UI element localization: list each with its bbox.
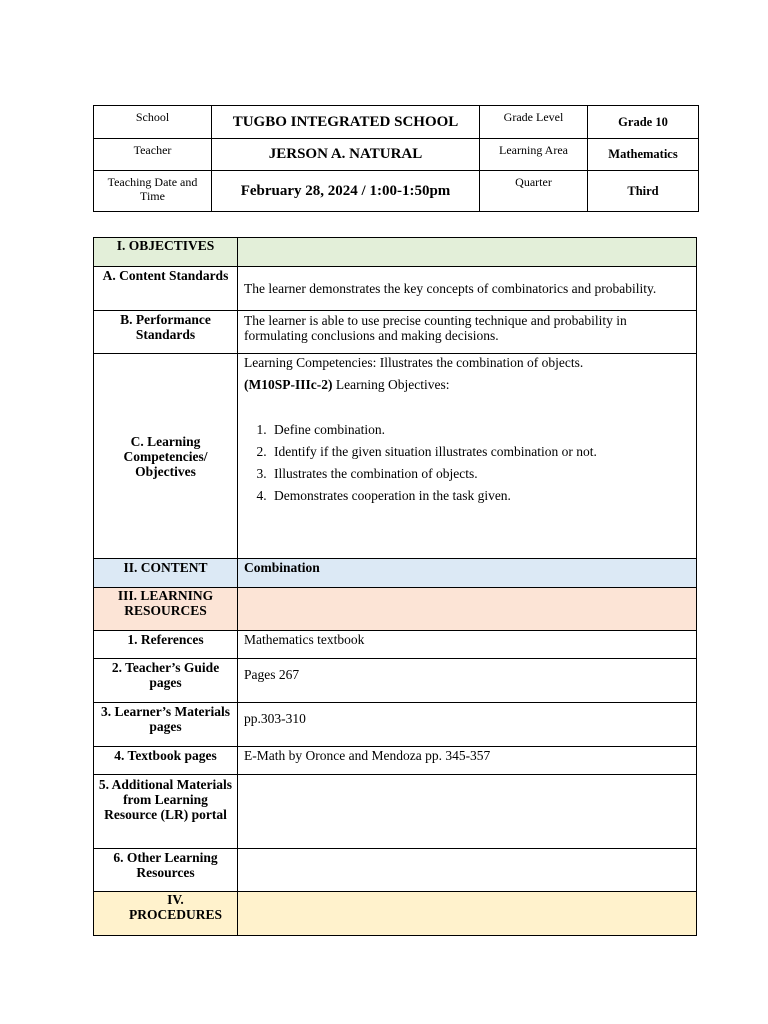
competencies-cell (238, 354, 697, 559)
competency-code-line (244, 377, 690, 392)
grade-level-value: Grade 10 (588, 106, 699, 139)
grade-level-label: Grade Level (480, 106, 588, 139)
date-row (94, 171, 699, 212)
references-value: Mathematics textbook (238, 631, 697, 659)
additional-materials-row (94, 775, 697, 849)
resources-heading-blank (238, 588, 697, 631)
header-table (93, 105, 699, 212)
teaching-date-label: Teaching Date and Time (94, 171, 212, 212)
textbook-row (94, 747, 697, 775)
references-row (94, 631, 697, 659)
competency-code: (M10SP-IIIc-2) (244, 377, 333, 392)
competencies-label: C. Learning Competencies/ Objectives (94, 354, 238, 559)
learning-objectives-label: Learning Objectives: (332, 377, 450, 392)
learning-area-value: Mathematics (588, 139, 699, 171)
references-label: 1. References (94, 631, 238, 659)
teacher-row (94, 139, 699, 171)
procedures-row (94, 892, 697, 936)
objectives-heading-blank (238, 238, 697, 267)
objectives-heading-row (94, 238, 697, 267)
teacher-label: Teacher (94, 139, 212, 171)
procedures-blank (238, 892, 697, 936)
performance-standards-label: B. Performance Standards (94, 311, 238, 354)
teaching-date-value: February 28, 2024 / 1:00-1:50pm (212, 171, 480, 212)
school-label: School (94, 106, 212, 139)
competencies-row (94, 354, 697, 559)
lesson-plan-table (93, 237, 697, 936)
resources-heading-row (94, 588, 697, 631)
performance-standards-text: The learner is able to use precise counting technique and probability in formulating conclusions and making decisions. (238, 311, 697, 354)
other-resources-label: 6. Other Learning Resources (94, 849, 238, 892)
list-item: 3. Illustrates the combination of objects. (270, 466, 690, 481)
teachers-guide-value: Pages 267 (238, 659, 697, 703)
additional-materials-label: 5. Additional Materials from Learning Resource (LR) portal (94, 775, 238, 849)
quarter-value: Third (588, 171, 699, 212)
procedures-heading: IV. PROCEDURES (94, 892, 238, 936)
learners-materials-label: 3. Learner’s Materials pages (94, 703, 238, 747)
quarter-label: Quarter (480, 171, 588, 212)
resources-heading: III. LEARNING RESOURCES (94, 588, 238, 631)
content-standards-row (94, 267, 697, 311)
textbook-value: E-Math by Oronce and Mendoza pp. 345-357 (238, 747, 697, 775)
content-standards-text: The learner demonstrates the key concepts of combinatorics and probability. (238, 267, 697, 311)
list-item: 2. Identify if the given situation illustrates combination or not. (270, 444, 690, 459)
other-resources-row (94, 849, 697, 892)
competency-text: Learning Competencies: Illustrates the combination of objects. (244, 355, 584, 370)
objectives-list (244, 422, 690, 503)
content-heading: II. CONTENT (94, 559, 238, 588)
learning-area-label: Learning Area (480, 139, 588, 171)
content-standards-label: A. Content Standards (94, 267, 238, 311)
objectives-heading: I. OBJECTIVES (94, 238, 238, 267)
content-value: Combination (238, 559, 697, 588)
learners-materials-row (94, 703, 697, 747)
list-item: 1. Define combination. (270, 422, 690, 437)
additional-materials-blank (238, 775, 697, 849)
performance-standards-row (94, 311, 697, 354)
list-item: 4. Demonstrates cooperation in the task given. (270, 488, 690, 503)
teacher-value: JERSON A. NATURAL (212, 139, 480, 171)
teachers-guide-row (94, 659, 697, 703)
content-row (94, 559, 697, 588)
school-row (94, 106, 699, 139)
textbook-label: 4. Textbook pages (94, 747, 238, 775)
learners-materials-value: pp.303-310 (238, 703, 697, 747)
other-resources-blank (238, 849, 697, 892)
teachers-guide-label: 2. Teacher’s Guide pages (94, 659, 238, 703)
school-value: TUGBO INTEGRATED SCHOOL (212, 106, 480, 139)
